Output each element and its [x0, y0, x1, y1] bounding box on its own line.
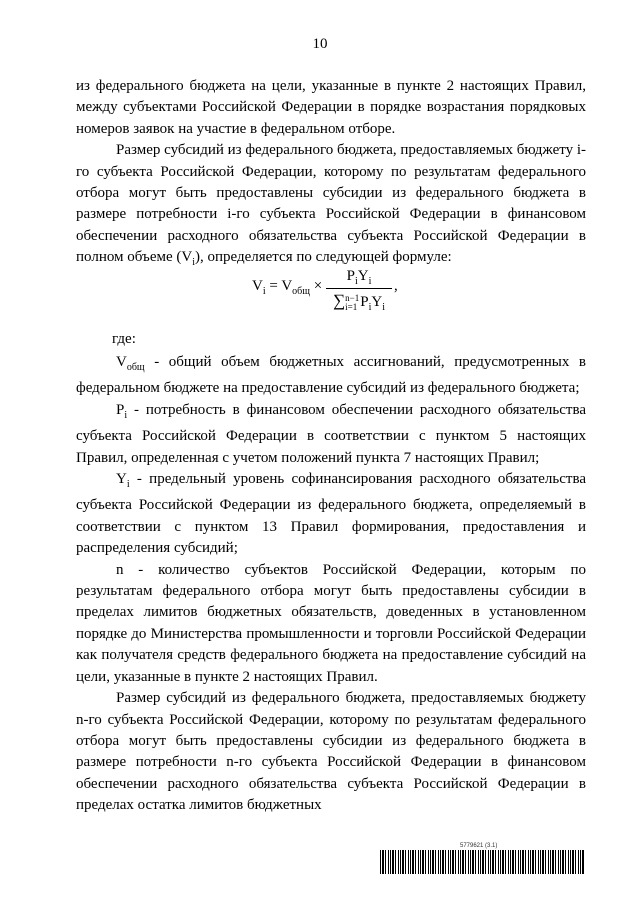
document-id: 5779621 (3.1) — [460, 843, 498, 849]
definition-n: n - количество субъектов Российской Федерации, которым по результатам федерального отбора могут быть предоставлены субсидии в пределах лимитов бюджетных обязательств, доведенных в установленном порядке до Министерства промышленности и торговли Российской Федерации как получателя средств федерального бюджета на предоставление субсидий на цели, указанные в пункте 2 настоящих Правил. — [76, 561, 586, 685]
formula-fraction — [326, 268, 392, 313]
barcode-icon — [380, 850, 585, 874]
paragraph-n-subject: Размер субсидий из федерального бюджета, предоставляемых бюджету n-го субъекта Российской Федерации, которому по результатам федерального отбора могут быть предоставлены субсидии из федерального бюджета в размере потребности n-го субъекта Российской Федерации в финансовом обеспечении расходного обязательства субъекта Российской Федерации в пределах остатка лимитов бюджетных — [76, 690, 586, 814]
formula-lhs: $V_i = V_{общ}$ × — [252, 278, 323, 297]
body-top — [76, 76, 586, 274]
definitions — [76, 352, 586, 817]
definition-p: $P_i$ - потребность в финансовом обеспечении расходного обязательства субъекта Российской Федерации в соответствии с пунктом 5 настоящих Правил, определенная с учетом положений пункта 7 настоящих Правил; — [76, 401, 586, 466]
formula: $V_i = V_{общ}$ × $P_iY_i$ ∑n−1 i=1 $P_iY_i$ , — [252, 268, 398, 313]
formula-denominator: ∑n−1 i=1 $P_iY_i$ — [333, 291, 385, 313]
paragraph-subsidy-size: Размер субсидий из федерального бюджета, предоставляемых бюджету i-го субъекта Российской Федерации, которому по результатам федерального отбора могут быть предоставлены субсидии из федерального бюджета в размере потребности i-го субъекта Российской Федерации в финансовом обеспечении расходного обязательства субъекта Российской Федерации в полном объеме $(V_i)$, определяется по следующей формуле: — [76, 142, 586, 269]
page-number: 10 — [312, 36, 328, 52]
definition-vobsh: $V_{общ}$ - общий объем бюджетных ассигнований, предусмотренных в федеральном бюджете на предоставление субсидий из федерального бюджета; — [76, 354, 586, 397]
definition-y: $Y_i$ - предельный уровень софинансирования расходного обязательства субъекта Российской Федерации из федерального бюджета, определяемый в соответствии с пунктом 13 Правил формирования, предоставления и распределения субсидий; — [76, 471, 586, 557]
paragraph-continuation: из федерального бюджета на цели, указанные в пункте 2 настоящих Правил, между субъектами Российской Федерации в порядке возрастания порядковых номеров заявок на участие в федеральном отборе. — [76, 78, 586, 137]
where-label: где: — [112, 331, 136, 347]
formula-numerator: $P_iY_i$ — [326, 268, 392, 289]
